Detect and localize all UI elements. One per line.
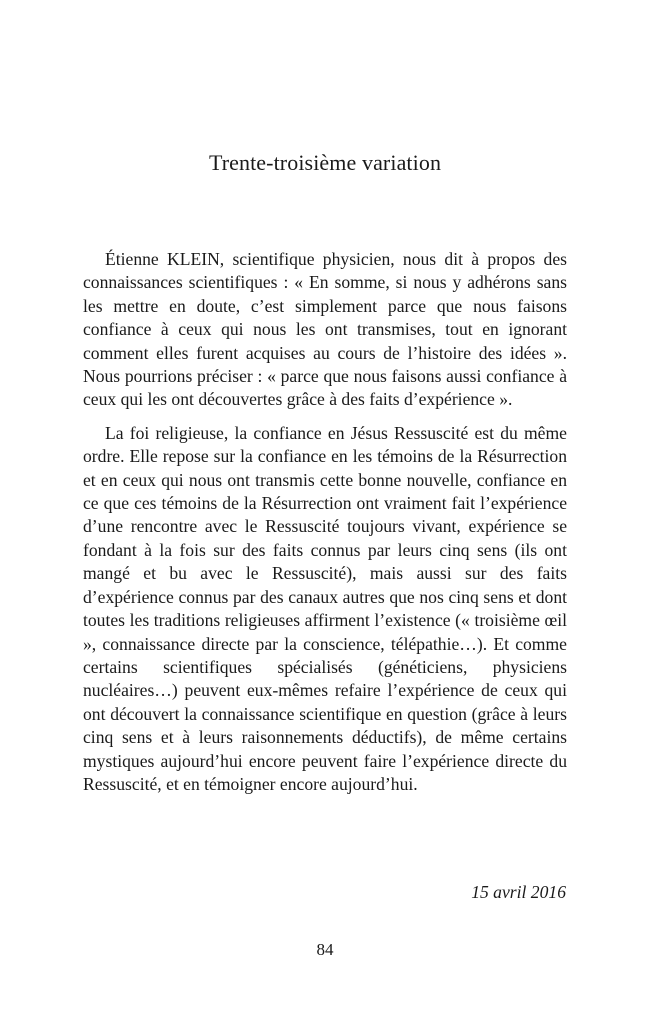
paragraph: La foi religieuse, la confiance en Jésus Ressuscité est du même ordre. Elle repose sur la confiance en les témoins de la Résurrection et en ceux qui nous ont transmis cette bonne nouvelle, confiance en ce que ces témoins de la Résurrection ont vraiment fait l’expérience d’une rencontre avec le Ressuscité toujours vivant, expérience se fondant à la fois sur des faits connus par leurs cinq sens (ils ont mangé et bu avec le Ressuscité), mais aussi sur des faits d’expérience connus par des canaux autres que nos cinq sens et dont toutes les traditions religieuses affirment l’existence (« troisième œil », connaissance directe par la conscience, télépathie…). Et comme certains scientifiques spécialisés (généticiens, physiciens nucléaires…) peuvent eux-mêmes refaire l’expérience de ceux qui ont découvert la connaissance scientifique en question (grâce à leurs cinq sens et à leurs raisonnements déductifs), de même certains mystiques aujourd’hui encore peuvent faire l’expérience directe du Ressuscité, et en témoigner encore aujourd’hui.: [83, 422, 567, 794]
page-number: 84: [316, 940, 334, 959]
body-text: [83, 248, 567, 806]
paragraph: Étienne KLEIN, scientifique physicien, nous dit à propos des connaissances scientifiques : « En somme, si nous y adhérons sans les mettre en doute, c’est simplement parce que nous faisons confiance à ceux qui nous les ont transmises, tout en ignorant comment elles furent acquises au cours de l’histoire des idées ». Nous pourrions préciser : « parce que nous faisons aussi confiance à ceux qui les ont découvertes grâce à des faits d’expérience ».: [83, 249, 567, 410]
date-signature: 15 avril 2016: [471, 882, 566, 902]
chapter-title: Trente-troisième variation: [208, 150, 442, 175]
